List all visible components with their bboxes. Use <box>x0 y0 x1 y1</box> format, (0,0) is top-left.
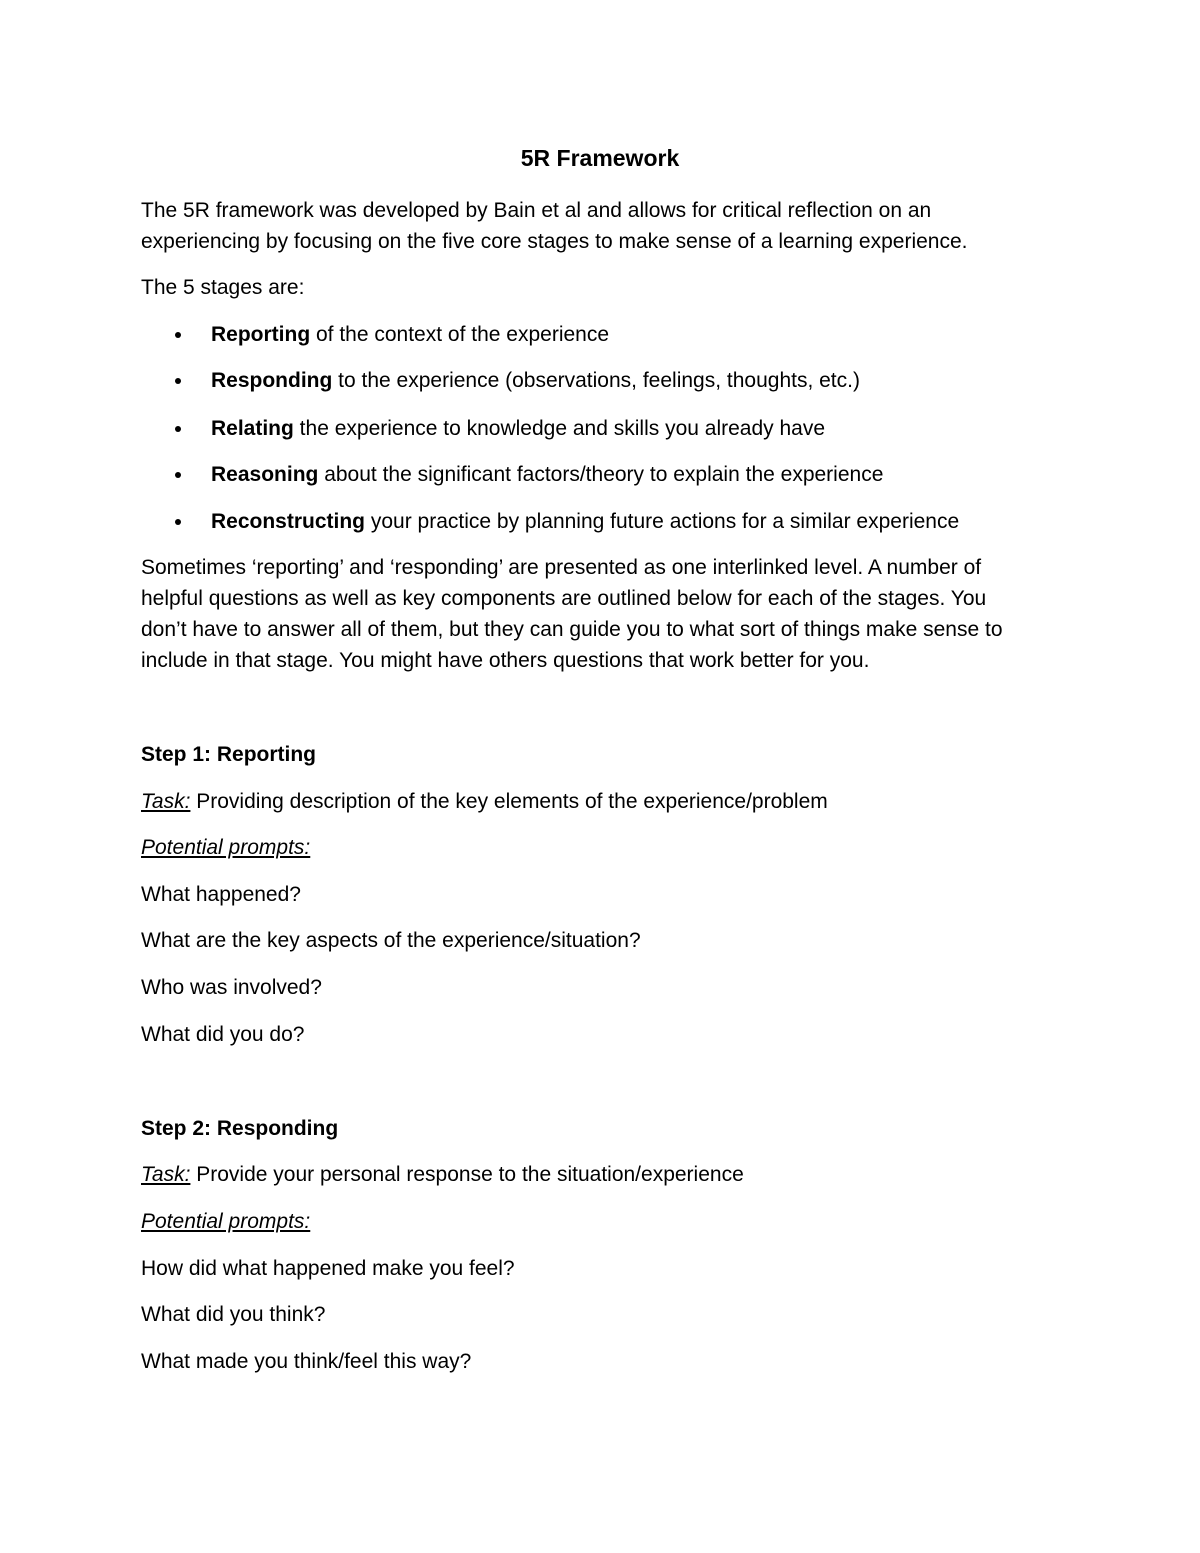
step2-task-label: Task: <box>141 1163 191 1186</box>
stage-term: Relating <box>211 417 294 440</box>
step1-prompts-label: Potential prompts: <box>141 836 311 859</box>
stage-term: Reporting <box>211 323 311 346</box>
note-line-4: include in that stage. You might have others questions that work better for you. <box>141 649 870 672</box>
bullet-icon <box>175 426 181 432</box>
stage-description: about the significant factors/theory to explain the experience <box>318 463 884 486</box>
step2-prompt: What made you think/feel this way? <box>141 1350 472 1373</box>
stage-description: the experience to knowledge and skills you already have <box>293 417 826 440</box>
step2-task-text: Provide your personal response to the situation/experience <box>190 1163 744 1186</box>
bullet-icon <box>175 332 181 338</box>
step1-heading: Step 1: Reporting <box>141 743 317 766</box>
stages-heading: The 5 stages are: <box>141 276 305 299</box>
step1-task <box>141 791 828 812</box>
step1-prompt: What happened? <box>141 883 301 906</box>
bullet-icon <box>175 378 181 384</box>
stage-term: Reconstructing <box>211 510 366 533</box>
bullet-icon <box>175 472 181 478</box>
stage-description: to the experience (observations, feelings, thoughts, etc.) <box>332 369 860 392</box>
intro-line-2: experiencing by focusing on the five core stages to make sense of a learning experience. <box>141 230 968 253</box>
stage-description: of the context of the experience <box>310 323 610 346</box>
stage-description: your practice by planning future actions for a similar experience <box>365 510 960 533</box>
stage-term: Responding <box>211 369 333 392</box>
note-line-3: don’t have to answer all of them, but they can guide you to what sort of things make sense to <box>141 618 1003 641</box>
step2-prompts-label: Potential prompts: <box>141 1210 311 1233</box>
step1-task-text: Providing description of the key elements of the experience/problem <box>190 790 828 813</box>
step1-task-label: Task: <box>141 790 191 813</box>
step2-task <box>141 1164 744 1185</box>
bullet-icon <box>175 519 181 525</box>
note-line-2: helpful questions as well as key components are outlined below for each of the stages. You <box>141 587 987 610</box>
step1-prompt: What are the key aspects of the experience/situation? <box>141 929 641 952</box>
step1-prompt: Who was involved? <box>141 976 322 999</box>
step2-prompt: What did you think? <box>141 1303 326 1326</box>
step1-prompt: What did you do? <box>141 1023 305 1046</box>
note-line-1: Sometimes ‘reporting’ and ‘responding’ are presented as one interlinked level. A number of <box>141 556 982 579</box>
step2-prompt: How did what happened make you feel? <box>141 1257 515 1280</box>
step2-heading: Step 2: Responding <box>141 1117 339 1140</box>
intro-line-1: The 5R framework was developed by Bain et al and allows for critical reflection on an <box>141 199 932 222</box>
page-title: 5R Framework <box>520 145 680 171</box>
stage-term: Reasoning <box>211 463 319 486</box>
